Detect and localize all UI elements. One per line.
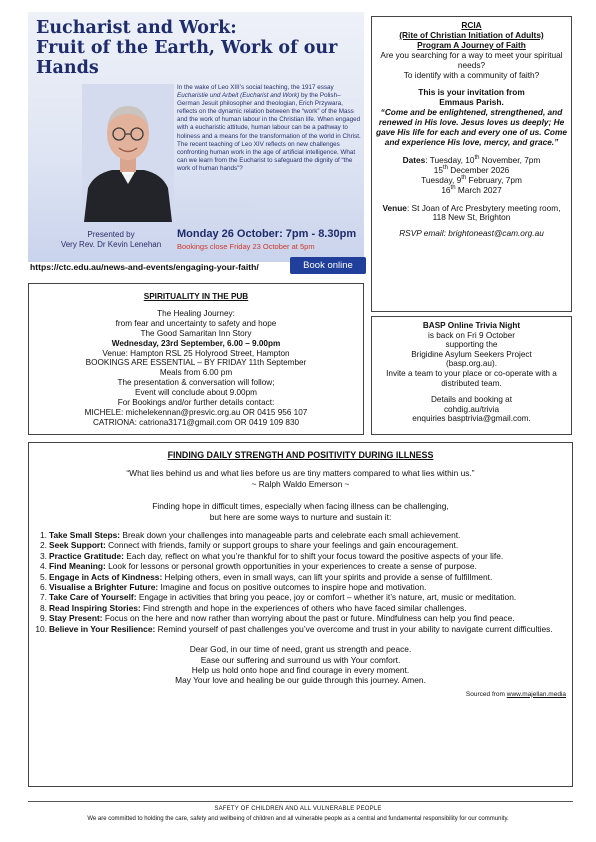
list-item: 5. Engage in Acts of Kindness: Helping others, even in small ways, can lift your spirits and provide a sense of fulfillment. xyxy=(40,571,493,582)
basp-line1: is back on Fri 9 October xyxy=(428,330,515,340)
rcia-parish-dot: . xyxy=(501,97,504,108)
pub-contact-catriona: CATRIONA: catriona3171@gmail.com OR 0419 109 830 xyxy=(92,417,300,427)
basp-title: BASP Online Trivia Night xyxy=(422,321,521,330)
presenter-portrait xyxy=(82,84,174,222)
tips-list xyxy=(35,530,566,634)
rcia-program: Program A Journey of Faith xyxy=(417,39,526,50)
footer-statement: We are committed to holding the care, safety and wellbeing of children and all vulnerable people as a central and fundamental responsibility for our community. xyxy=(87,816,509,822)
source-link[interactable]: www.majellan.media xyxy=(506,690,566,698)
pub-line2: from fear and uncertainty to safety and hope xyxy=(115,318,277,328)
banner-title-line1: Eucharist and Work: xyxy=(36,18,237,38)
spirituality-pub-box xyxy=(28,283,364,435)
rcia-date2: 15th December 2026 xyxy=(433,164,510,175)
pub-bookings: BOOKINGS ARE ESSENTIAL – BY FRIDAY 11th September xyxy=(85,358,307,368)
basp-line3: Brigidine Asylum Seekers Project xyxy=(411,349,532,359)
list-item: 9. Stay Present: Focus on the here and now rather than worrying about the past or future. Mindfulness can help you find peace. xyxy=(40,613,515,624)
prayer-line1: Dear God, in our time of need, grant us strength and peace. xyxy=(189,644,412,655)
rcia-date1: Dates: Tuesday, 10th November, 7pm xyxy=(402,154,541,165)
pub-contact-michele: MICHELE: michelekennan@presvic.org.au OR 0415 956 107 xyxy=(84,407,308,417)
presenter-name: Very Rev. Dr Kevin Lenehan xyxy=(60,240,162,249)
rcia-venue: Venue: St Joan of Arc Presbytery meeting room, xyxy=(382,202,561,213)
banner-title xyxy=(36,18,361,78)
event-date: Monday 26 October: 7pm - 8.30pm xyxy=(177,228,357,240)
list-item: 6. Visualise a Brighter Future: Imagine and focus on positive outcomes to inspire hope and motivation. xyxy=(40,582,427,593)
pub-contact-label: For Bookings and/or further details contact: xyxy=(117,398,275,408)
basp-line6: Details and booking at xyxy=(430,395,513,405)
footer-title: SAFETY OF CHILDREN AND ALL VULNERABLE PEOPLE xyxy=(214,806,382,812)
prayer-line3: Help us hold onto hope and find courage in every moment. xyxy=(191,664,410,675)
rcia-quote: “Come and be enlightened, strengthened, and renewed in His love. Jesus loves us deeply; He gave His life for each and every one of us. Come and experience His love, mercy, and grace.” xyxy=(376,107,567,147)
rcia-venue-address: 118 New St, Brighton xyxy=(432,212,511,223)
prayer xyxy=(35,644,566,686)
list-item: 10. Believe in Your Resilience: Remind yourself of past challenges you’ve overcome and trust in your ability to navigate current difficulties. xyxy=(35,623,553,634)
rcia-box xyxy=(371,16,572,312)
article-heading: FINDING DAILY STRENGTH AND POSITIVITY DURING ILLNESS xyxy=(167,450,434,460)
basp-line8: enquiries basptrivia@gmail.com. xyxy=(412,414,531,424)
article-intro2: but here are some ways to nurture and sustain it: xyxy=(209,511,392,522)
pub-line3: The Good Samaritan Inn Story xyxy=(140,328,252,338)
basp-line4: (basp.org.au). xyxy=(446,359,497,369)
footer-divider xyxy=(28,801,573,802)
presenter-credit xyxy=(48,230,174,250)
basp-line7: cohdig.au/trivia xyxy=(443,404,500,414)
list-item: 4. Find Meaning: Look for lessons or personal growth opportunities in your experiences to create a sense of purpose. xyxy=(40,561,477,572)
list-item: 2. Seek Support: Connect with friends, family or support groups to share your feelings and gain encouragement. xyxy=(40,540,459,551)
rcia-question1: Are you searching for a way to meet your spiritual needs? xyxy=(380,49,563,70)
pub-line1: The Healing Journey: xyxy=(157,308,235,318)
rcia-question2: To identify with a community of faith? xyxy=(403,69,540,80)
prayer-line2: Ease our suffering and surround us with Your comfort. xyxy=(200,654,401,665)
rcia-dates-label: Dates xyxy=(402,154,426,165)
prayer-line4: May Your love and healing be our guide through this journey. Amen. xyxy=(175,675,426,686)
banner-body-italic: Eucharistie und Arbeit (Eucharist and Work) xyxy=(177,92,300,100)
source-credit: Sourced from www.majellan.media xyxy=(465,690,566,698)
article-intro1: Finding hope in difficult times, especially when facing illness can be challenging, xyxy=(152,501,449,512)
rcia-rsvp: RSVP email: brightoneast@cam.org.au xyxy=(399,228,544,239)
banner-title-line2: Fruit of the Earth, Work of our Hands xyxy=(36,38,338,78)
book-online-button[interactable]: Book online xyxy=(290,257,366,274)
basp-trivia-box xyxy=(371,316,572,435)
banner-body-part1: In the wake of Leo XIII’s social teaching, the 1917 essay xyxy=(177,84,334,91)
article-quote-author: ~ Ralph Waldo Emerson ~ xyxy=(251,478,350,489)
article-quote: “What lies behind us and what lies before us are tiny matters compared to what lies within us.” xyxy=(126,468,475,479)
banner-body-part2: by the Polish–German Jesuit philosopher and theologian, Erich Przywara, reflects on the dynamic relation between the “work” of the Mass and the work of human labour in the Christian life. When engaged with a eucharistic attitude, human labour can be a pathway to holiness and a means for the transformation of the world in Christ. The recent teaching of Leo XIV reflects on new challenges confronting human work in the age of artificial intelligence. What can we learn from the Eucharist to safeguard the dignity of “the work of human hands”? xyxy=(177,92,361,172)
pub-presentation: The presentation & conversation will follow; xyxy=(117,378,275,388)
list-item: 8. Read Inspiring Stories: Find strength and hope in the experiences of others who have faced similar challenges. xyxy=(40,602,467,613)
pub-venue: Venue: Hampton RSL 25 Holyrood Street, Hampton xyxy=(102,348,290,358)
bookings-close: Bookings close Friday 23 October at 5pm xyxy=(177,242,315,251)
rcia-date4: 16th March 2027 xyxy=(441,184,502,195)
basp-line5: Invite a team to your place or co-operate with a distributed team. xyxy=(386,368,557,388)
pub-conclude: Event will conclude about 9.00pm xyxy=(135,388,257,398)
list-item: 3. Practice Gratitude: Each day, reflect on what you’re thankful for to shift your focus toward the positive aspects of your life. xyxy=(40,550,504,561)
illness-article xyxy=(28,442,573,787)
rcia-title: RCIA xyxy=(461,20,482,30)
event-url-link[interactable]: https://ctc.edu.au/news-and-events/engaging-your-faith/ xyxy=(30,262,259,272)
banner-body xyxy=(177,84,363,173)
presented-by-label: Presented by xyxy=(87,230,135,239)
pub-title: SPIRITUALITY IN THE PUB xyxy=(143,292,249,301)
pub-date: Wednesday, 23rd September, 6.00 – 9.00pm xyxy=(111,338,281,348)
basp-line2: supporting the xyxy=(445,340,498,350)
rcia-venue-label: Venue xyxy=(382,202,407,213)
pub-meals: Meals from 6.00 pm xyxy=(159,368,233,378)
rcia-date3: Tuesday, 9th February, 7pm xyxy=(421,174,522,185)
rcia-invite: This is your invitation from xyxy=(418,87,525,98)
rcia-subtitle: (Rite of Christian Initiation of Adults) xyxy=(399,29,544,40)
list-item: 7. Take Care of Yourself: Engage in activities that bring you peace, joy or comfort – whether it’s nature, art, music or meditation. xyxy=(40,592,517,603)
list-item: 1. Take Small Steps: Break down your challenges into manageable parts and celebrate each small achievement. xyxy=(40,530,461,541)
rcia-parish-name: Emmaus Parish xyxy=(439,97,502,108)
